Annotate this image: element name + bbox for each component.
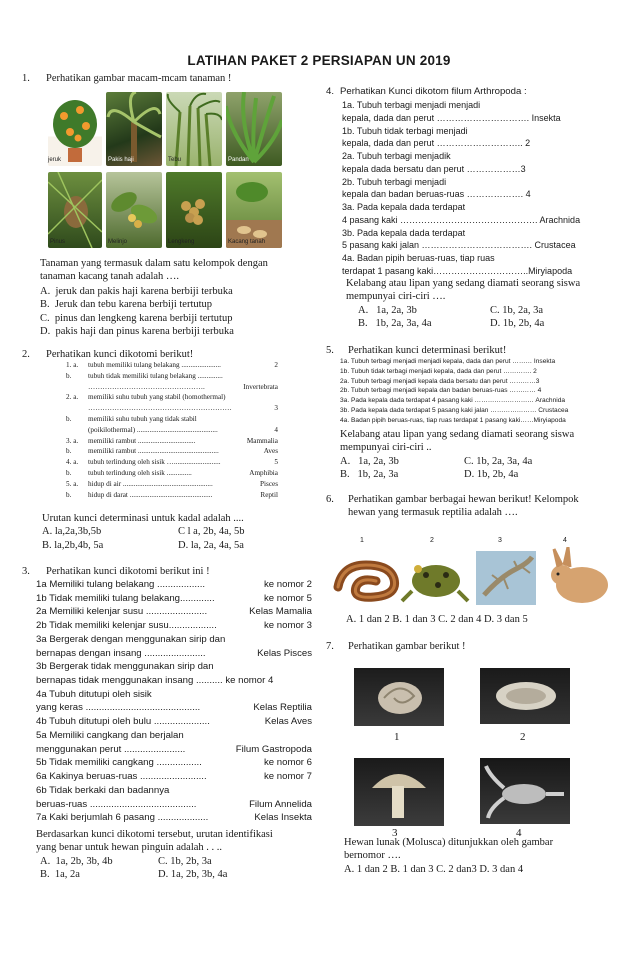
peanut-photo <box>226 172 282 248</box>
key-row: 5 pasang kaki jalan ………………………………. Crustacea <box>342 240 576 251</box>
key-row: 3b. Pada kepala dada terdapat <box>342 227 466 238</box>
question-2-body <box>42 512 312 552</box>
animal-label-3: 3 <box>498 537 502 544</box>
option-a[interactable]: A. jeruk dan pakis haji karena berbiji terbuka <box>40 285 233 297</box>
question-6-options[interactable]: A. 1 dan 2 B. 1 dan 3 C. 2 dan 4 D. 3 dan 5 <box>346 614 528 625</box>
key-row: 3a Bergerak dengan menggunakan sirip dan <box>36 633 226 645</box>
key-row: …………………………………………. Invertebrata <box>88 382 278 391</box>
caption-7: Lengkeng <box>168 239 195 245</box>
question-4-body <box>346 277 626 331</box>
question-7 <box>326 640 624 653</box>
determination-key <box>340 357 624 425</box>
option-c[interactable]: C l a, 2b, 4a, 5b <box>178 526 245 538</box>
option-b[interactable]: B. Jeruk dan tebu karena berbiji tertutup <box>40 299 213 311</box>
key-row: 3. a. memiliki rambut ................................ Mammalia <box>66 436 278 445</box>
option-b[interactable]: B. la,2b,4b, 5a <box>42 539 104 551</box>
animal-label-1: 1 <box>360 537 364 544</box>
animal-label-4: 4 <box>563 537 567 544</box>
longan-photo <box>166 172 222 248</box>
key-row: 5b Tidak memiliki cangkang ................. ke nomor 6 <box>36 757 312 769</box>
question-4 <box>326 86 624 98</box>
animal-label-2: 2 <box>430 537 434 544</box>
key-row: 3b Bergerak tidak menggunakan sirip dan <box>36 661 214 673</box>
key-row: 2a. Tubuh terbagi menjadi kepala dada bersatu dan perut …………3 <box>340 377 540 385</box>
question-text: Perhatikan kunci dikotomi berikut! <box>46 349 194 360</box>
question-number: 3. <box>22 566 30 577</box>
mushroom-photo <box>354 758 444 826</box>
key-row: 2b. Tubuh terbagi menjadi <box>342 176 447 187</box>
key-row: menggunakan perut ....................... Filum Gastropoda <box>36 743 312 755</box>
option-b[interactable]: B. 1b, 2a, 3a, 4a <box>358 318 432 330</box>
key-row: 3a. Pada kepala dada terdapat <box>342 202 466 213</box>
question-5 <box>326 344 624 357</box>
key-row: b. hidup di darat .............................................. Reptil <box>66 490 278 499</box>
question-line: hewan yang termasuk reptilia adalah …. <box>348 507 518 519</box>
question-line: Tanaman yang termasuk dalam satu kelompok dengan <box>40 258 268 269</box>
option-c[interactable]: C. pinus dan lengkeng karena berbiji tertutup <box>40 312 233 324</box>
question-number: 7. <box>326 641 334 652</box>
caption-6: Melinjo <box>108 239 128 245</box>
key-row: 7a Kaki berjumlah 6 pasang ................... Kelas Insekta <box>36 812 312 824</box>
key-row: 4b Tubuh ditutupi oleh bulu ..................... Kelas Aves <box>36 716 312 728</box>
key-row: b. memiliki rambut ............................................. Aves <box>66 447 278 456</box>
key-row: kepala dan badan beruas-ruas ………………. 4 <box>342 189 531 200</box>
question-text: Perhatikan gambar berikut ! <box>348 641 466 652</box>
key-row: 1a. Tubuh terbagi menjadi menjadi kepala, dada dan perut ……… Insekta <box>340 358 556 365</box>
caption-5: Pinus <box>50 239 66 245</box>
cycas-photo <box>106 92 162 166</box>
option-b[interactable]: B. 1a, 2a <box>40 869 80 881</box>
question-7-options[interactable]: A. 1 dan 2 B. 1 dan 3 C. 2 dan3 D. 3 dan 4 <box>344 863 524 875</box>
key-row: bernapas tidak menggunakan insang .......... ke nomor 4 <box>36 675 274 687</box>
key-row: kepala dada bersatu dan perut ………………3 <box>342 163 526 174</box>
key-row: 3b. Pada kepala dada terdapat 5 pasang kaki jalan ………………… Crustacea <box>340 406 569 414</box>
caption-3: Tebu <box>168 157 182 163</box>
question-7-body <box>344 836 624 876</box>
key-row: 1b. Tubuh tidak terbagi menjadi kepala, dada dan perut …………. 2 <box>340 367 537 375</box>
option-b[interactable]: B. 1b, 2a, 3a <box>340 469 399 481</box>
key-row: terdapat 1 pasang kaki…………………………..Miryiapoda <box>342 265 573 276</box>
question-3 <box>22 565 314 578</box>
option-d[interactable]: D. 1b, 2b, 4a <box>464 469 519 481</box>
question-line: tanaman kacang tanah adalah …. <box>40 271 180 283</box>
key-row: 6b Tidak berkaki dan badannya <box>36 784 170 796</box>
key-row: (poikilothermal) ............................................. 4 <box>88 425 278 434</box>
question-line: Kelabang atau lipan yang sedang diamati seorang siswa <box>346 278 581 289</box>
rabbit-drawing <box>551 547 608 603</box>
gecko-background <box>476 551 536 605</box>
pine-photo <box>48 172 102 248</box>
option-d[interactable]: D. 1a, 2b, 3b, 4a <box>158 869 228 881</box>
key-row: 1a. Tubuh terbagi menjadi menjadi <box>342 100 481 110</box>
question-number: 5. <box>326 345 334 356</box>
question-1-body <box>40 257 310 339</box>
question-1 <box>22 72 314 85</box>
question-line: mempunyai ciri-ciri .. <box>340 442 432 454</box>
question-6 <box>326 493 624 520</box>
option-c[interactable]: C. 1b, 2b, 3a <box>158 855 212 867</box>
animals-image <box>332 547 622 607</box>
option-a[interactable]: A. 1a, 2b, 3b, 4b <box>40 855 113 867</box>
key-row: 1b Tidak memiliki tulang belakang............. ke nomor 5 <box>36 592 312 604</box>
key-row: …………………………………………………… 3 <box>88 404 278 413</box>
key-row: 6a Kakinya beruas-ruas ......................... ke nomor 7 <box>36 771 312 783</box>
key-row: b. tubuh tidak memiliki tulang belakang .............. <box>66 371 223 380</box>
option-c[interactable]: C. 1b, 2a, 3a, 4a <box>464 455 533 467</box>
shell-photo <box>480 668 570 724</box>
key-row: 2a Memiliki kelenjar susu ....................... Kelas Mamalia <box>36 606 312 618</box>
mollusk-label-3: 3 <box>392 827 398 839</box>
plants-image <box>46 90 284 250</box>
page-title: LATIHAN PAKET 2 PERSIAPAN UN 2019 <box>187 53 451 68</box>
key-row: b. memiliki suhu tubuh yang tidak stabil <box>66 414 197 423</box>
option-a[interactable]: A. 1a, 2a, 3b <box>358 304 417 316</box>
question-text: Perhatikan kunci dikotomi berikut ini ! <box>46 566 210 577</box>
option-d[interactable]: D. la, 2a, 4a, 5a <box>178 539 244 551</box>
key-row: 1. a. tubuh memiliki tulang belakang ...................... 2 <box>66 361 278 369</box>
option-c[interactable]: C. 1b, 2a, 3a <box>490 304 544 316</box>
question-text: Perhatikan gambar macam-mcam tanaman ! <box>46 73 232 84</box>
question-line: Hewan lunak (Molusca) ditunjukkan oleh gambar <box>344 837 554 848</box>
key-row: 1a Memiliki tulang belakang .................. ke nomor 2 <box>36 579 312 590</box>
arthropoda-key <box>342 99 622 278</box>
dichotomous-key <box>66 360 278 500</box>
mollusk-label-2: 2 <box>520 731 526 743</box>
question-line: Perhatikan gambar berbagai hewan berikut! Kelompok <box>348 494 579 505</box>
key-row: 4. a. tubuh terlindung oleh sisik ….......................... 5 <box>66 458 278 467</box>
key-row: 2b Tidak memiliki kelenjar susu.................. ke nomor 3 <box>36 620 312 632</box>
key-row: 4a. Badan pipih beruas-ruas, tiap ruas <box>342 253 495 264</box>
option-d[interactable]: D. 1b, 2b, 4a <box>490 318 545 330</box>
caption-4: Pandan <box>228 157 249 163</box>
question-line: bernomor …. <box>344 850 401 862</box>
caption-8: Kacang tanah <box>228 239 266 245</box>
melinjo-photo <box>106 172 162 248</box>
snake-drawing <box>338 565 395 597</box>
caption-1: jeruk <box>48 157 62 163</box>
key-row: b. tubuh terlindung oleh sisik .............. Amphibia <box>66 468 278 477</box>
question-text: Perhatikan Kunci dikotom filum Arthropoda : <box>340 86 527 97</box>
key-row: kepala, dada dan perut ……………………….. 2 <box>342 138 531 149</box>
orange-plant-photo <box>48 92 102 166</box>
key-row: 2a. Tubuh terbagi menjadik <box>342 151 451 162</box>
key-row: 4 pasang kaki ………………………………………. Arachnida <box>342 214 581 225</box>
option-a[interactable]: A. la,2a,3b,5b <box>42 526 102 538</box>
key-row: 5a Memiliki cangkang dan berjalan <box>36 729 184 741</box>
question-line: mempunyai ciri-ciri …. <box>346 291 446 303</box>
question-5-body <box>340 428 624 482</box>
frog-drawing <box>402 565 468 601</box>
question-line: Berdasarkan kunci dikotomi tersebut, urutan identifikasi <box>36 829 273 840</box>
mollusk-label-1: 1 <box>394 731 400 743</box>
key-row: 3a. Pada kepala dada terdapat 4 pasang kaki ……………………… Arachnida <box>340 397 566 404</box>
key-row: 4a. Badan pipih beruas-ruas, tiap ruas terdapat 1 pasang kaki……Miryiapoda <box>340 416 566 424</box>
dichotomous-key-3 <box>36 578 312 825</box>
lobster-photo <box>480 758 570 824</box>
question-text: Perhatikan kunci determinasi berikut! <box>348 345 507 356</box>
option-d[interactable]: D. pakis haji dan pinus karena berbiji terbuka <box>40 326 234 338</box>
key-row: 5. a. hidup di air .................................................. Pisces <box>66 479 278 488</box>
key-row: kepala, dada dan perut …………………………. Insekta <box>342 112 561 123</box>
option-a[interactable]: A. 1a, 2a, 3b <box>340 455 399 467</box>
pandan-photo <box>226 92 282 166</box>
question-line: Urutan kunci determinasi untuk kadal adalah .... <box>42 513 244 524</box>
mollusk-label-4: 4 <box>516 827 522 839</box>
key-row: beruas-ruas ........................................ Filum Annelida <box>36 798 312 810</box>
question-line: Kelabang atau lipan yang sedang diamati seorang siswa <box>340 429 575 440</box>
question-number: 4. <box>326 86 335 97</box>
question-number: 2. <box>22 349 30 360</box>
key-row: 2b. Tubuh terbagi menjadi kepala dan badan beruas-ruas ………… 4 <box>340 387 542 395</box>
question-line: yang benar untuk hewan pinguin adalah . . .. <box>36 842 223 854</box>
key-row: bernapas dengan insang ....................... Kelas Pisces <box>36 647 312 659</box>
key-row: 4a Tubuh ditutupi oleh sisik <box>36 688 152 700</box>
caption-2: Pakis haji <box>108 157 134 163</box>
snail-photo <box>354 668 444 726</box>
sugarcane-photo <box>166 92 222 166</box>
question-number: 6. <box>326 494 334 505</box>
question-number: 1. <box>22 73 30 84</box>
key-row: 2. a. memiliki suhu tubuh yang stabil (homothermal) <box>66 393 226 402</box>
question-3-body <box>36 828 316 882</box>
key-row: yang keras ........................................... Kelas Reptilia <box>36 702 312 714</box>
key-row: 1b. Tubuh tidak terbagi menjadi <box>342 125 468 136</box>
